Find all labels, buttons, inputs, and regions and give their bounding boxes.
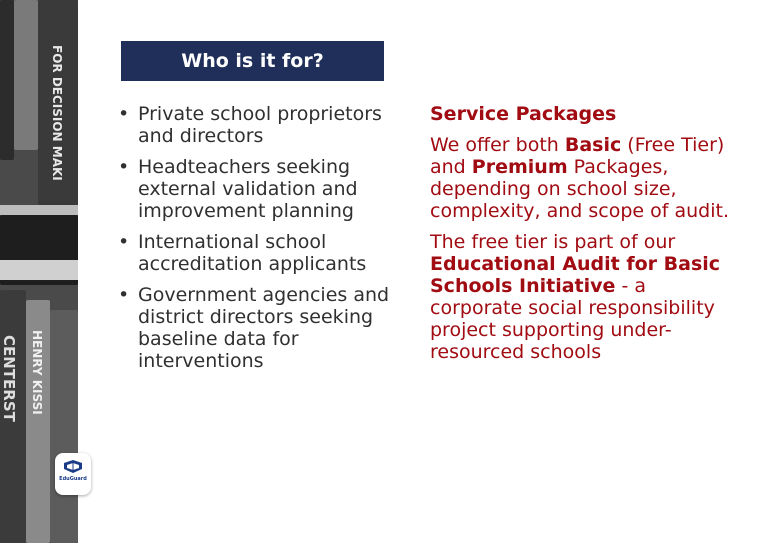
section-title: Who is it for? — [181, 50, 324, 72]
bullet-glyph: • — [118, 103, 130, 125]
bullet-glyph: • — [118, 231, 130, 253]
p1-prefix: We offer both — [430, 134, 565, 156]
service-packages — [430, 103, 730, 372]
audience-item: Government agencies and district directors seeking baseline data for interventions — [138, 284, 390, 372]
list-item — [118, 103, 418, 147]
list-item — [118, 284, 418, 372]
p2-prefix: The free tier is part of our — [430, 231, 676, 253]
book-spine-text: HENRY KISSI — [30, 330, 44, 415]
section-title-bar — [121, 41, 384, 81]
bullet-glyph: • — [118, 284, 130, 306]
p2-suffix: - a corporate social responsibility project supporting under-resourced schools — [430, 275, 715, 363]
p1-suffix: Packages, depending on school size, complexity, and scope of audit. — [430, 156, 729, 222]
logo-wordmark: EduGuard — [59, 476, 87, 482]
audience-item: Private school proprietors and directors — [138, 103, 382, 147]
packages-paragraph — [430, 134, 730, 222]
list-item — [118, 156, 418, 222]
book-spine-text: FOR DECISION MAKI — [50, 45, 64, 181]
bullet-glyph: • — [118, 156, 130, 178]
book-spine-text: CENTERST — [0, 335, 18, 422]
initiative-name: Educational Audit for Basic Schools Initiative — [430, 253, 721, 297]
audience-item: International school accreditation applicants — [138, 231, 367, 275]
packages-heading: Service Packages — [430, 103, 617, 125]
eduguard-logo — [55, 453, 91, 495]
premium-label: Premium — [471, 156, 568, 178]
basic-label: Basic — [564, 134, 622, 156]
audience-item: Headteachers seeking external validation and improvement planning — [138, 156, 358, 222]
list-item — [118, 231, 418, 275]
initiative-paragraph — [430, 231, 730, 363]
p1-mid: (Free Tier) and — [430, 134, 725, 178]
audience-list — [118, 103, 418, 381]
book-shield-icon — [62, 457, 84, 475]
